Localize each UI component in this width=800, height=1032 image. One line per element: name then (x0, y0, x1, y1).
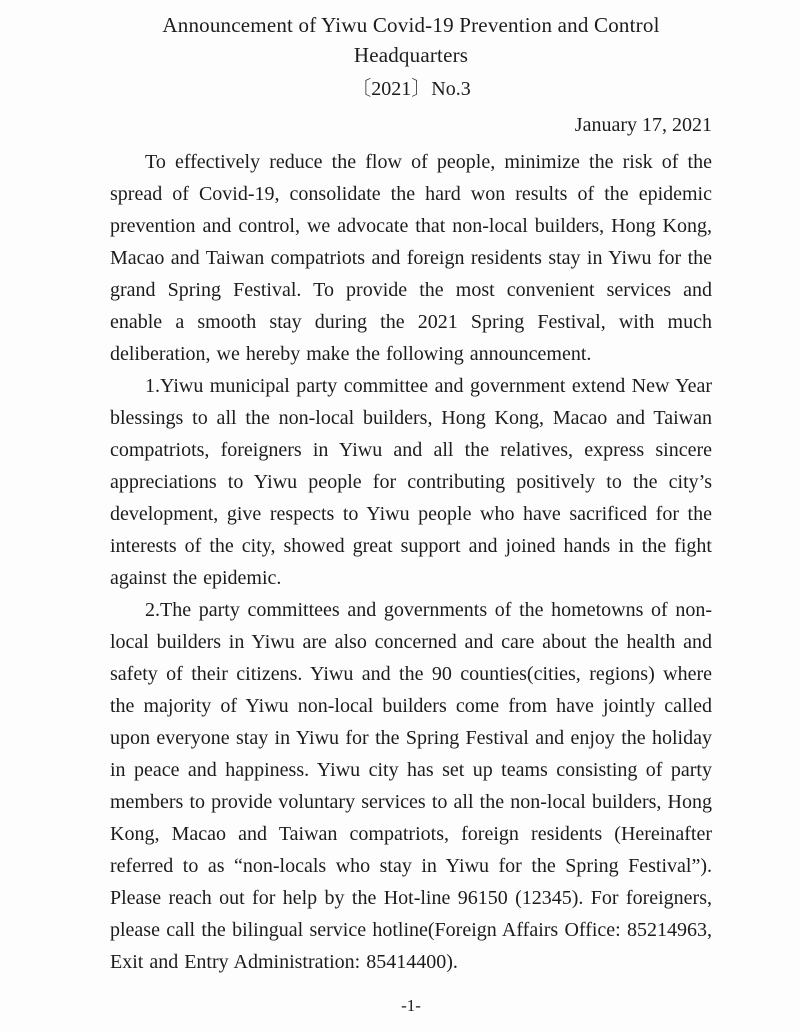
document-body (110, 146, 712, 978)
document-title: Announcement of Yiwu Covid-19 Prevention and Control Headquarters (162, 13, 660, 67)
body-paragraph: To effectively reduce the flow of people, minimize the risk of the spread of Covid-19, consolidate the hard won results of the epidemic prevention and control, we advocate that non-local builders, Hong Kong, Macao and Taiwan compatriots and foreign residents stay in Yiwu for the grand Spring Festival. To provide the most convenient services and enable a smooth stay during the 2021 Spring Festival, with much deliberation, we hereby make the following announcement. (110, 151, 712, 365)
body-paragraph: 2.The party committees and governments of the hometowns of non-local builders in Yiwu are also concerned and care about the health and safety of their citizens. Yiwu and the 90 counties(cities, regions) where the majority of Yiwu non-local builders come from have jointly called upon everyone stay in Yiwu for the Spring Festival and enjoy the holiday in peace and happiness. Yiwu city has set up teams consisting of party members to provide voluntary services to all the non-local builders, Hong Kong, Macao and Taiwan compatriots, foreign residents (Hereinafter referred to as “non-locals who stay in Yiwu for the Spring Festival”). Please reach out for help by the Hot-line 96150 (12345). For foreigners, please call the bilingual service hotline(Foreign Affairs Office: 85214963, Exit and Entry Administration: 85414400). (110, 599, 712, 973)
body-paragraph: 1.Yiwu municipal party committee and government extend New Year blessings to all the non-local builders, Hong Kong, Macao and Taiwan compatriots, foreigners in Yiwu and all the relatives, express sincere appreciations to Yiwu people for contributing positively to the city’s development, give respects to Yiwu people who have sacrificed for the interests of the city, showed great support and joined hands in the fight against the epidemic. (110, 375, 712, 589)
document-number: 〔2021〕No.3 (351, 78, 471, 100)
document-date: January 17, 2021 (574, 114, 712, 136)
page-number: -1- (401, 996, 421, 1015)
